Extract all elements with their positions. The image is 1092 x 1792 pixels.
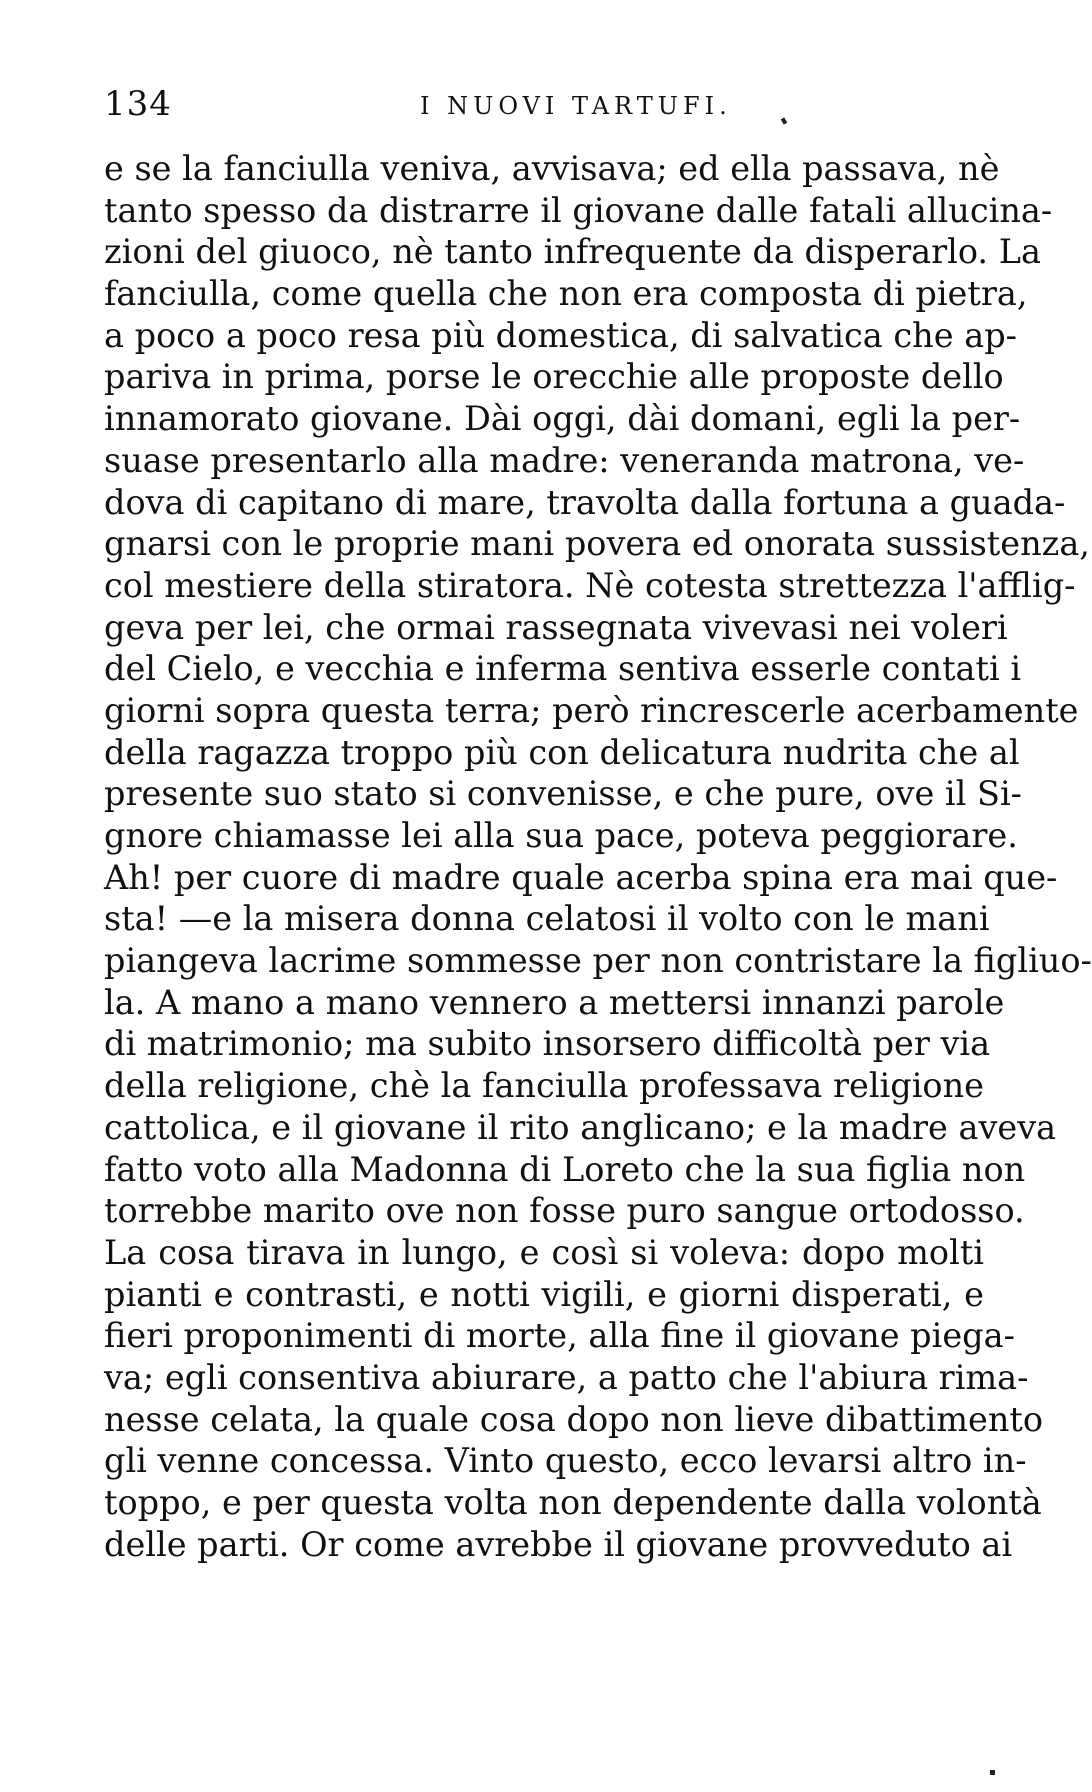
text-line: del Cielo, e vecchia e inferma sentiva esserle contati i [104,649,1022,689]
text-line: fieri proponimenti di morte, alla fine il giovane piega- [104,1316,1015,1356]
text-line: innamorato giovane. Dài oggi, dài domani, egli la per- [104,399,1021,439]
text-line: fanciulla, come quella che non era composta di pietra, [104,274,1028,314]
body-text [104,148,1092,1565]
page-header [104,84,984,124]
text-line: della religione, chè la fanciulla professava religione [104,1066,984,1106]
text-line: tanto spesso da distrarre il giovane dalle fatali allucina- [104,190,1053,230]
text-line: torrebbe marito ove non fosse puro sangue ortodosso. [104,1191,1025,1231]
text-line: di matrimonio; ma subito insorsero difficoltà per via [104,1024,991,1064]
text-line: toppo, e per questa volta non dependente dalla volontà [104,1483,1042,1522]
text-line: sta! —e la misera donna celatosi il volto con le mani [104,899,990,939]
text-line: zioni del giuoco, nè tanto infrequente da disperarlo. La [104,232,1041,272]
text-line: dova di capitano di mare, travolta dalla fortuna a guada- [104,482,1066,522]
text-line: Ah! per cuore di madre quale acerba spina era mai que- [104,857,1058,897]
text-line: gnarsi con le proprie mani povera ed onorata sussistenza, [104,524,1090,564]
page-number: 134 [104,84,172,124]
text-line: pianti e contrasti, e notti vigili, e giorni disperati, e [104,1274,984,1314]
text-line: gli venne concessa. Vinto questo, ecco levarsi altro in- [104,1441,1027,1481]
text-line: cattolica, e il giovane il rito anglicano; e la madre aveva [104,1107,1057,1147]
text-line: della ragazza troppo più con delicatura nudrita che al [104,732,1020,772]
text-line: pariva in prima, porse le orecchie alle proposte dello [104,357,1004,397]
text-line: presente suo stato si convenisse, e che pure, ove il Si- [104,774,1022,814]
text-line: nesse celata, la quale cosa dopo non lieve dibattimento [104,1399,1044,1439]
text-line: gnore chiamasse lei alla sua pace, poteva peggiorare. [104,816,1018,855]
text-line: fatto voto alla Madonna di Loreto che la sua figlia non [104,1149,1026,1189]
text-line: delle parti. Or come avrebbe il giovane provveduto ai [104,1524,1013,1564]
text-line: giorni sopra questa terra; però rincrescerle acerbamente [104,690,1079,730]
text-line: suase presentarlo alla madre: veneranda matrona, ve- [104,440,1025,480]
text-line: col mestiere della stiratora. Nè cotesta strettezza l'afflig- [104,565,1076,605]
text-line: piangeva lacrime sommesse per non contristare la figliuo- [104,941,1092,981]
running-title: I NUOVI TARTUFI. [420,92,732,120]
ink-speck [990,1770,995,1775]
text-line: e se la fanciulla veniva, avvisava; ed ella passava, nè [104,149,1000,188]
text-line: a poco a poco resa più domestica, di salvatica che ap- [104,315,1017,355]
text-line: la. A mano a mano vennero a mettersi innanzi parole [104,982,1005,1022]
text-line: va; egli consentiva abiurare, a patto che l'abiura rima- [104,1357,1029,1397]
text-line: La cosa tirava in lungo, e così si voleva: dopo molti [104,1232,984,1272]
text-line: geva per lei, che ormai rassegnata vivevasi nei voleri [104,607,1008,647]
